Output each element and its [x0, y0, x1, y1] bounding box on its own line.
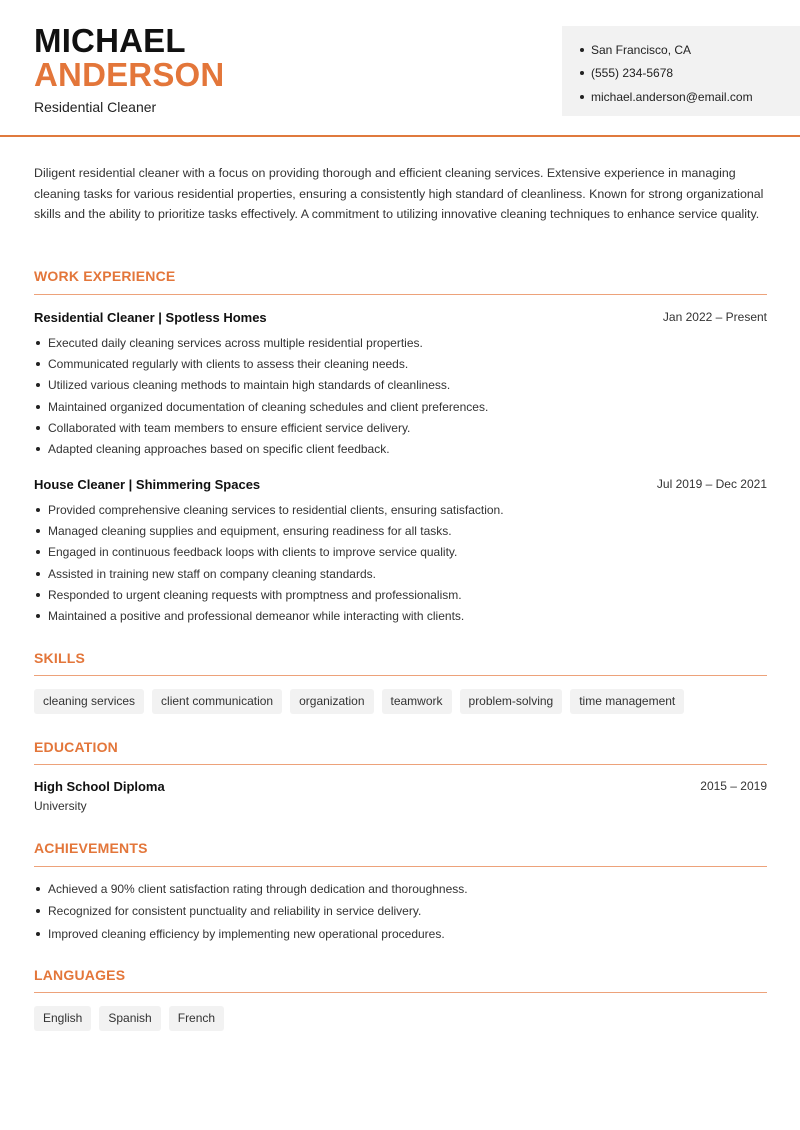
bullet-icon [36, 550, 40, 554]
bullet-icon [36, 529, 40, 533]
bullet-icon [36, 405, 40, 409]
bullet-text: Managed cleaning supplies and equipment, ensuring readiness for all tasks. [48, 523, 452, 538]
achievements-list [34, 878, 774, 945]
job-date: Jul 2019 – Dec 2021 [656, 477, 767, 491]
bullet-text: Collaborated with team members to ensure efficient service delivery. [48, 420, 411, 435]
contact-email [580, 85, 800, 109]
bullet-icon [580, 48, 584, 52]
list-item [34, 396, 774, 417]
bullet-text: Achieved a 90% client satisfaction rating through dedication and thoroughness. [48, 882, 468, 897]
job-date: Jan 2022 – Present [662, 310, 767, 324]
bullet-icon [36, 887, 40, 891]
list-item [34, 353, 774, 374]
skill-tag: problem-solving [460, 689, 563, 714]
bullet-icon [36, 593, 40, 597]
list-item [34, 499, 774, 520]
skill-tag: client communication [152, 689, 282, 714]
bullet-text: Recognized for consistent punctuality and reliability in service delivery. [48, 904, 422, 919]
list-item [34, 563, 774, 584]
skills-heading: SKILLS [34, 650, 85, 666]
location-text: San Francisco, CA [591, 42, 692, 57]
bullet-icon [36, 614, 40, 618]
bullet-icon [36, 447, 40, 451]
language-tag: Spanish [99, 1006, 160, 1031]
bullet-text: Engaged in continuous feedback loops with clients to improve service quality. [48, 545, 458, 560]
achievements-heading: ACHIEVEMENTS [34, 840, 148, 856]
list-item [34, 923, 774, 945]
bullet-icon [36, 341, 40, 345]
bullet-icon [36, 572, 40, 576]
list-item [34, 584, 774, 605]
bullet-text: Assisted in training new staff on company cleaning standards. [48, 566, 376, 581]
contact-phone [580, 62, 800, 86]
bullet-text: Adapted cleaning approaches based on specific client feedback. [48, 442, 390, 457]
section-divider [34, 992, 767, 993]
summary-paragraph: Diligent residential cleaner with a focus on providing thorough and efficient cleaning services. Extensive experience in managing cleaning tasks for various residential properties, ensuring a consistently high standard of cleanliness. Known for strong organizational skills and the ability to prioritize tasks effectively. A commitment to utilizing innovative cleaning techniques to enhance service quality. [34, 166, 764, 222]
contact-location [580, 38, 800, 62]
skill-tag: teamwork [382, 689, 452, 714]
school-name: University [34, 799, 87, 813]
skill-tag: time management [570, 689, 684, 714]
job-title: Residential Cleaner | Spotless Homes [34, 310, 267, 325]
bullet-text: Improved cleaning efficiency by implementing new operational procedures. [48, 926, 445, 941]
job-role: Residential Cleaner [34, 99, 157, 115]
list-item [34, 542, 774, 563]
languages-heading: LANGUAGES [34, 967, 126, 983]
bullet-icon [36, 383, 40, 387]
language-tag: English [34, 1006, 91, 1031]
bullet-text: Utilized various cleaning methods to maintain high standards of cleanliness. [48, 378, 451, 393]
bullet-icon [580, 71, 584, 75]
job-bullets [34, 332, 774, 460]
section-divider [34, 866, 767, 867]
list-item [34, 520, 774, 541]
list-item [34, 878, 774, 900]
section-divider [34, 764, 767, 765]
job-bullets [34, 499, 774, 627]
bullet-text: Maintained organized documentation of cleaning schedules and client preferences. [48, 399, 489, 414]
resume-header [0, 0, 800, 137]
email-text: michael.anderson@email.com [591, 89, 753, 104]
education-date: 2015 – 2019 [700, 779, 767, 793]
first-name: MICHAEL [34, 22, 186, 59]
bullet-icon [36, 508, 40, 512]
section-divider [34, 294, 767, 295]
list-item [34, 417, 774, 438]
phone-text: (555) 234-5678 [591, 66, 674, 81]
bullet-text: Provided comprehensive cleaning services to residential clients, ensuring satisfaction. [48, 502, 504, 517]
bullet-icon [36, 362, 40, 366]
bullet-text: Executed daily cleaning services across multiple residential properties. [48, 335, 423, 350]
degree-title: High School Diploma [34, 779, 165, 794]
section-divider [34, 675, 767, 676]
bullet-icon [580, 95, 584, 99]
bullet-icon [36, 909, 40, 913]
list-item [34, 375, 774, 396]
language-tag: French [169, 1006, 224, 1031]
bullet-icon [36, 932, 40, 936]
bullet-text: Communicated regularly with clients to assess their cleaning needs. [48, 356, 409, 371]
list-item [34, 900, 774, 922]
education-heading: EDUCATION [34, 739, 118, 755]
skills-tags [34, 689, 684, 714]
work-experience-heading: WORK EXPERIENCE [34, 268, 176, 284]
last-name: ANDERSON [34, 56, 225, 93]
skill-tag: cleaning services [34, 689, 144, 714]
bullet-icon [36, 426, 40, 430]
contact-panel [562, 26, 800, 116]
job-title: House Cleaner | Shimmering Spaces [34, 477, 261, 492]
list-item [34, 605, 774, 626]
skill-tag: organization [290, 689, 373, 714]
languages-tags [34, 1006, 224, 1031]
bullet-text: Maintained a positive and professional demeanor while interacting with clients. [48, 609, 465, 624]
list-item [34, 438, 774, 459]
list-item [34, 332, 774, 353]
bullet-text: Responded to urgent cleaning requests with promptness and professionalism. [48, 587, 462, 602]
